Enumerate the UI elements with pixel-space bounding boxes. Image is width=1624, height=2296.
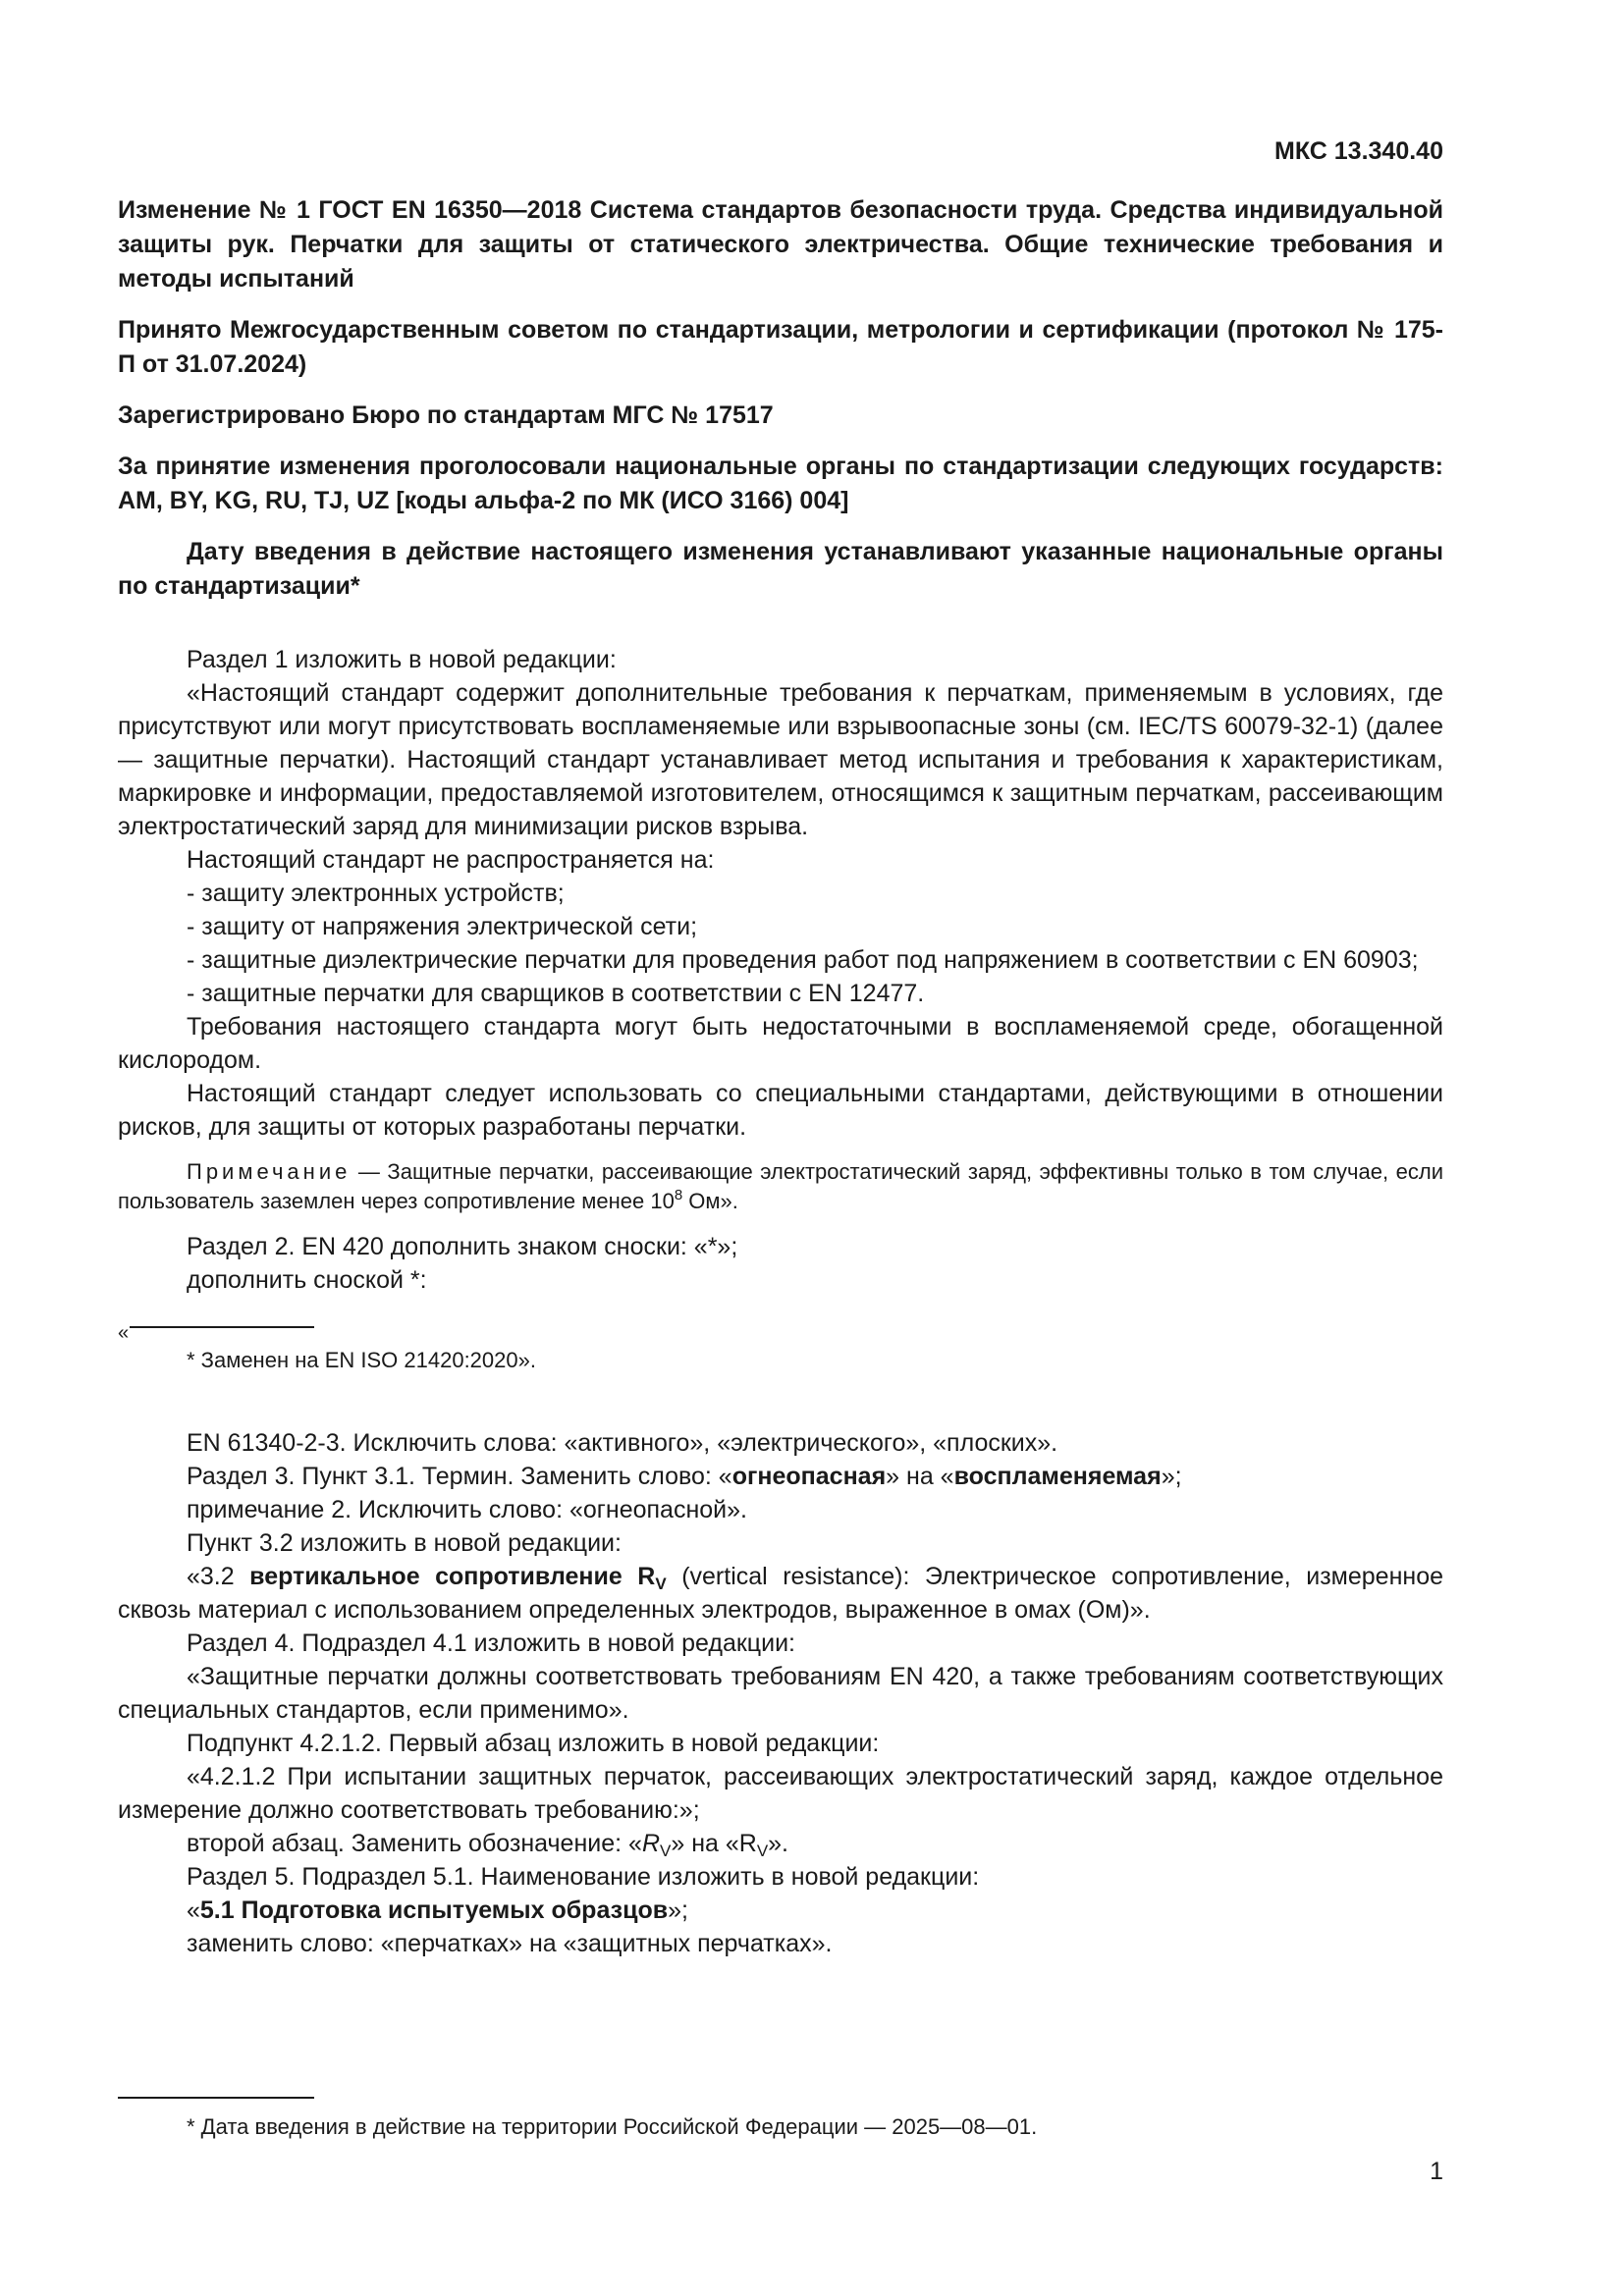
page-number: 1 bbox=[1430, 2158, 1443, 2185]
quote-mark: « bbox=[118, 1322, 130, 1344]
paragraph: Раздел 5. Подраздел 5.1. Наименование изложить в новой редакции: bbox=[187, 1863, 980, 1891]
bold-term: 5.1 Подготовка испытуемых образцов bbox=[199, 1896, 669, 1924]
paragraph: EN 61340-2-3. Исключить слова: «активного», «электрического», «плоских». bbox=[187, 1429, 1058, 1457]
text: Раздел 3. Пункт 3.1. Термин. Заменить слово: « bbox=[187, 1463, 732, 1490]
mks-code: МКС 13.340.40 bbox=[1274, 137, 1443, 165]
amendment-title: Изменение № 1 ГОСТ EN 16350—2018 Система стандартов безопасности труда. Средства индивидуальной защиты рук. Перчатки для защиты от статического электричества. Общие технические требования и методы испытаний bbox=[118, 196, 1443, 293]
paragraph: Раздел 4. Подраздел 4.1 изложить в новой редакции: bbox=[187, 1629, 795, 1657]
paragraph: Требования настоящего стандарта могут быть недостаточными в воспламеняемой среде, обогащенной кислородом. bbox=[118, 1013, 1443, 1074]
bold-term: воспламеняемая bbox=[953, 1463, 1162, 1490]
text: « bbox=[187, 1896, 200, 1924]
subscript: V bbox=[756, 1842, 769, 1860]
bold-term bbox=[249, 1563, 667, 1593]
paragraph: Раздел 2. EN 420 дополнить знаком сноски: «*»; bbox=[187, 1233, 738, 1260]
paragraph: примечание 2. Исключить слово: «огнеопасной». bbox=[187, 1496, 747, 1523]
paragraph: Раздел 1 изложить в новой редакции: bbox=[187, 646, 617, 673]
subscript: V bbox=[655, 1575, 667, 1593]
paragraph bbox=[118, 1560, 1443, 1627]
paragraph: Настоящий стандарт следует использовать со специальными стандартами, действующими в отношении рисков, для защиты от которых разработаны перчатки. bbox=[118, 1080, 1443, 1141]
adopted-statement: Принято Межгосударственным советом по стандартизации, метрологии и сертификации (протокол № 175-П от 31.07.2024) bbox=[118, 316, 1443, 378]
paragraph: дополнить сноской *: bbox=[187, 1266, 427, 1294]
note-text: — Защитные перчатки, рассеивающие электростатический заряд, эффективны только в том случае, если пользователь заземлен через сопротивление менее 10 bbox=[118, 1159, 1443, 1213]
note-exponent: 8 bbox=[674, 1187, 683, 1203]
paragraph bbox=[118, 1460, 1443, 1493]
paragraph: «Защитные перчатки должны соответствовать требованиям EN 420, а также требованиям соответствующих специальных стандартов, если применимо». bbox=[118, 1663, 1443, 1724]
text: » на « bbox=[886, 1463, 954, 1490]
separator-line bbox=[130, 1326, 314, 1328]
text: »; bbox=[1161, 1463, 1182, 1490]
note bbox=[118, 1157, 1443, 1216]
inner-footnote: * Заменен на EN ISO 21420:2020». bbox=[187, 1348, 536, 1372]
paragraph: Пункт 3.2 изложить в новой редакции: bbox=[187, 1529, 622, 1557]
text: ». bbox=[768, 1830, 789, 1857]
subscript: V bbox=[660, 1842, 672, 1860]
list-item: - защиту от напряжения электрической сети; bbox=[187, 913, 698, 940]
italic-symbol: R bbox=[641, 1830, 660, 1857]
inner-footnote-separator bbox=[118, 1316, 1443, 1344]
amendment-body bbox=[118, 643, 1443, 1960]
paragraph bbox=[118, 1894, 1443, 1927]
paragraph bbox=[118, 1827, 1443, 1860]
paragraph: Подпункт 4.2.1.2. Первый абзац изложить в новой редакции: bbox=[187, 1730, 880, 1757]
note-label: Примечание bbox=[187, 1159, 352, 1184]
document-page bbox=[118, 137, 1443, 1960]
text: второй абзац. Заменить обозначение: « bbox=[187, 1830, 642, 1857]
note-text-end: Ом». bbox=[682, 1189, 738, 1213]
effective-date-statement: Дату введения в действие настоящего изменения устанавливают указанные национальные органы по стандартизации* bbox=[118, 538, 1443, 600]
registration-statement: Зарегистрировано Бюро по стандартам МГС № 17517 bbox=[118, 401, 774, 429]
paragraph: заменить слово: «перчатках» на «защитных перчатках». bbox=[187, 1930, 833, 1957]
paragraph: «4.2.1.2 При испытании защитных перчаток, рассеивающих электростатический заряд, каждое отдельное измерение должно соответствовать требованию:»; bbox=[118, 1763, 1443, 1824]
text: (vertical resistance): Электрическое сопротивление, измеренное сквозь материал с использованием определенных электродов, выраженное в омах (Ом)». bbox=[118, 1563, 1443, 1624]
paragraph: Настоящий стандарт не распространяется на: bbox=[187, 846, 715, 874]
bold-term: огнеопасная bbox=[731, 1463, 887, 1490]
list-item: - защитные диэлектрические перчатки для проведения работ под напряжением в соответствии с EN 60903; bbox=[187, 946, 1419, 974]
text: «3.2 bbox=[187, 1563, 250, 1590]
voting-statement: За принятие изменения проголосовали национальные органы по стандартизации следующих государств: AM, BY, KG, RU, TJ, UZ [коды альфа-2 по МК (ИСО 3166) 004] bbox=[118, 453, 1443, 514]
paragraph: «Настоящий стандарт содержит дополнительные требования к перчаткам, применяемым в условиях, где присутствуют или могут присутствовать воспламеняемые или взрывоопасные зоны (см. IEC/TS 60079-32-1) (далее — защитные перчатки). Настоящий стандарт устанавливает метод испытания и требования к характеристикам, маркировке и информации, предоставляемой изготовителем, относящимся к защитным перчаткам, рассеивающим электростатический заряд для минимизации рисков взрыва. bbox=[118, 679, 1443, 840]
list-item: - защиту электронных устройств; bbox=[187, 880, 565, 907]
footnote-separator bbox=[118, 2097, 314, 2099]
list-item: - защитные перчатки для сварщиков в соответствии с EN 12477. bbox=[187, 980, 925, 1007]
text: »; bbox=[668, 1896, 688, 1924]
text: вертикальное сопротивление R bbox=[249, 1563, 656, 1590]
footnote: * Дата введения в действие на территории Российской Федерации — 2025—08—01. bbox=[187, 2114, 1038, 2139]
text: » на «R bbox=[671, 1830, 757, 1857]
